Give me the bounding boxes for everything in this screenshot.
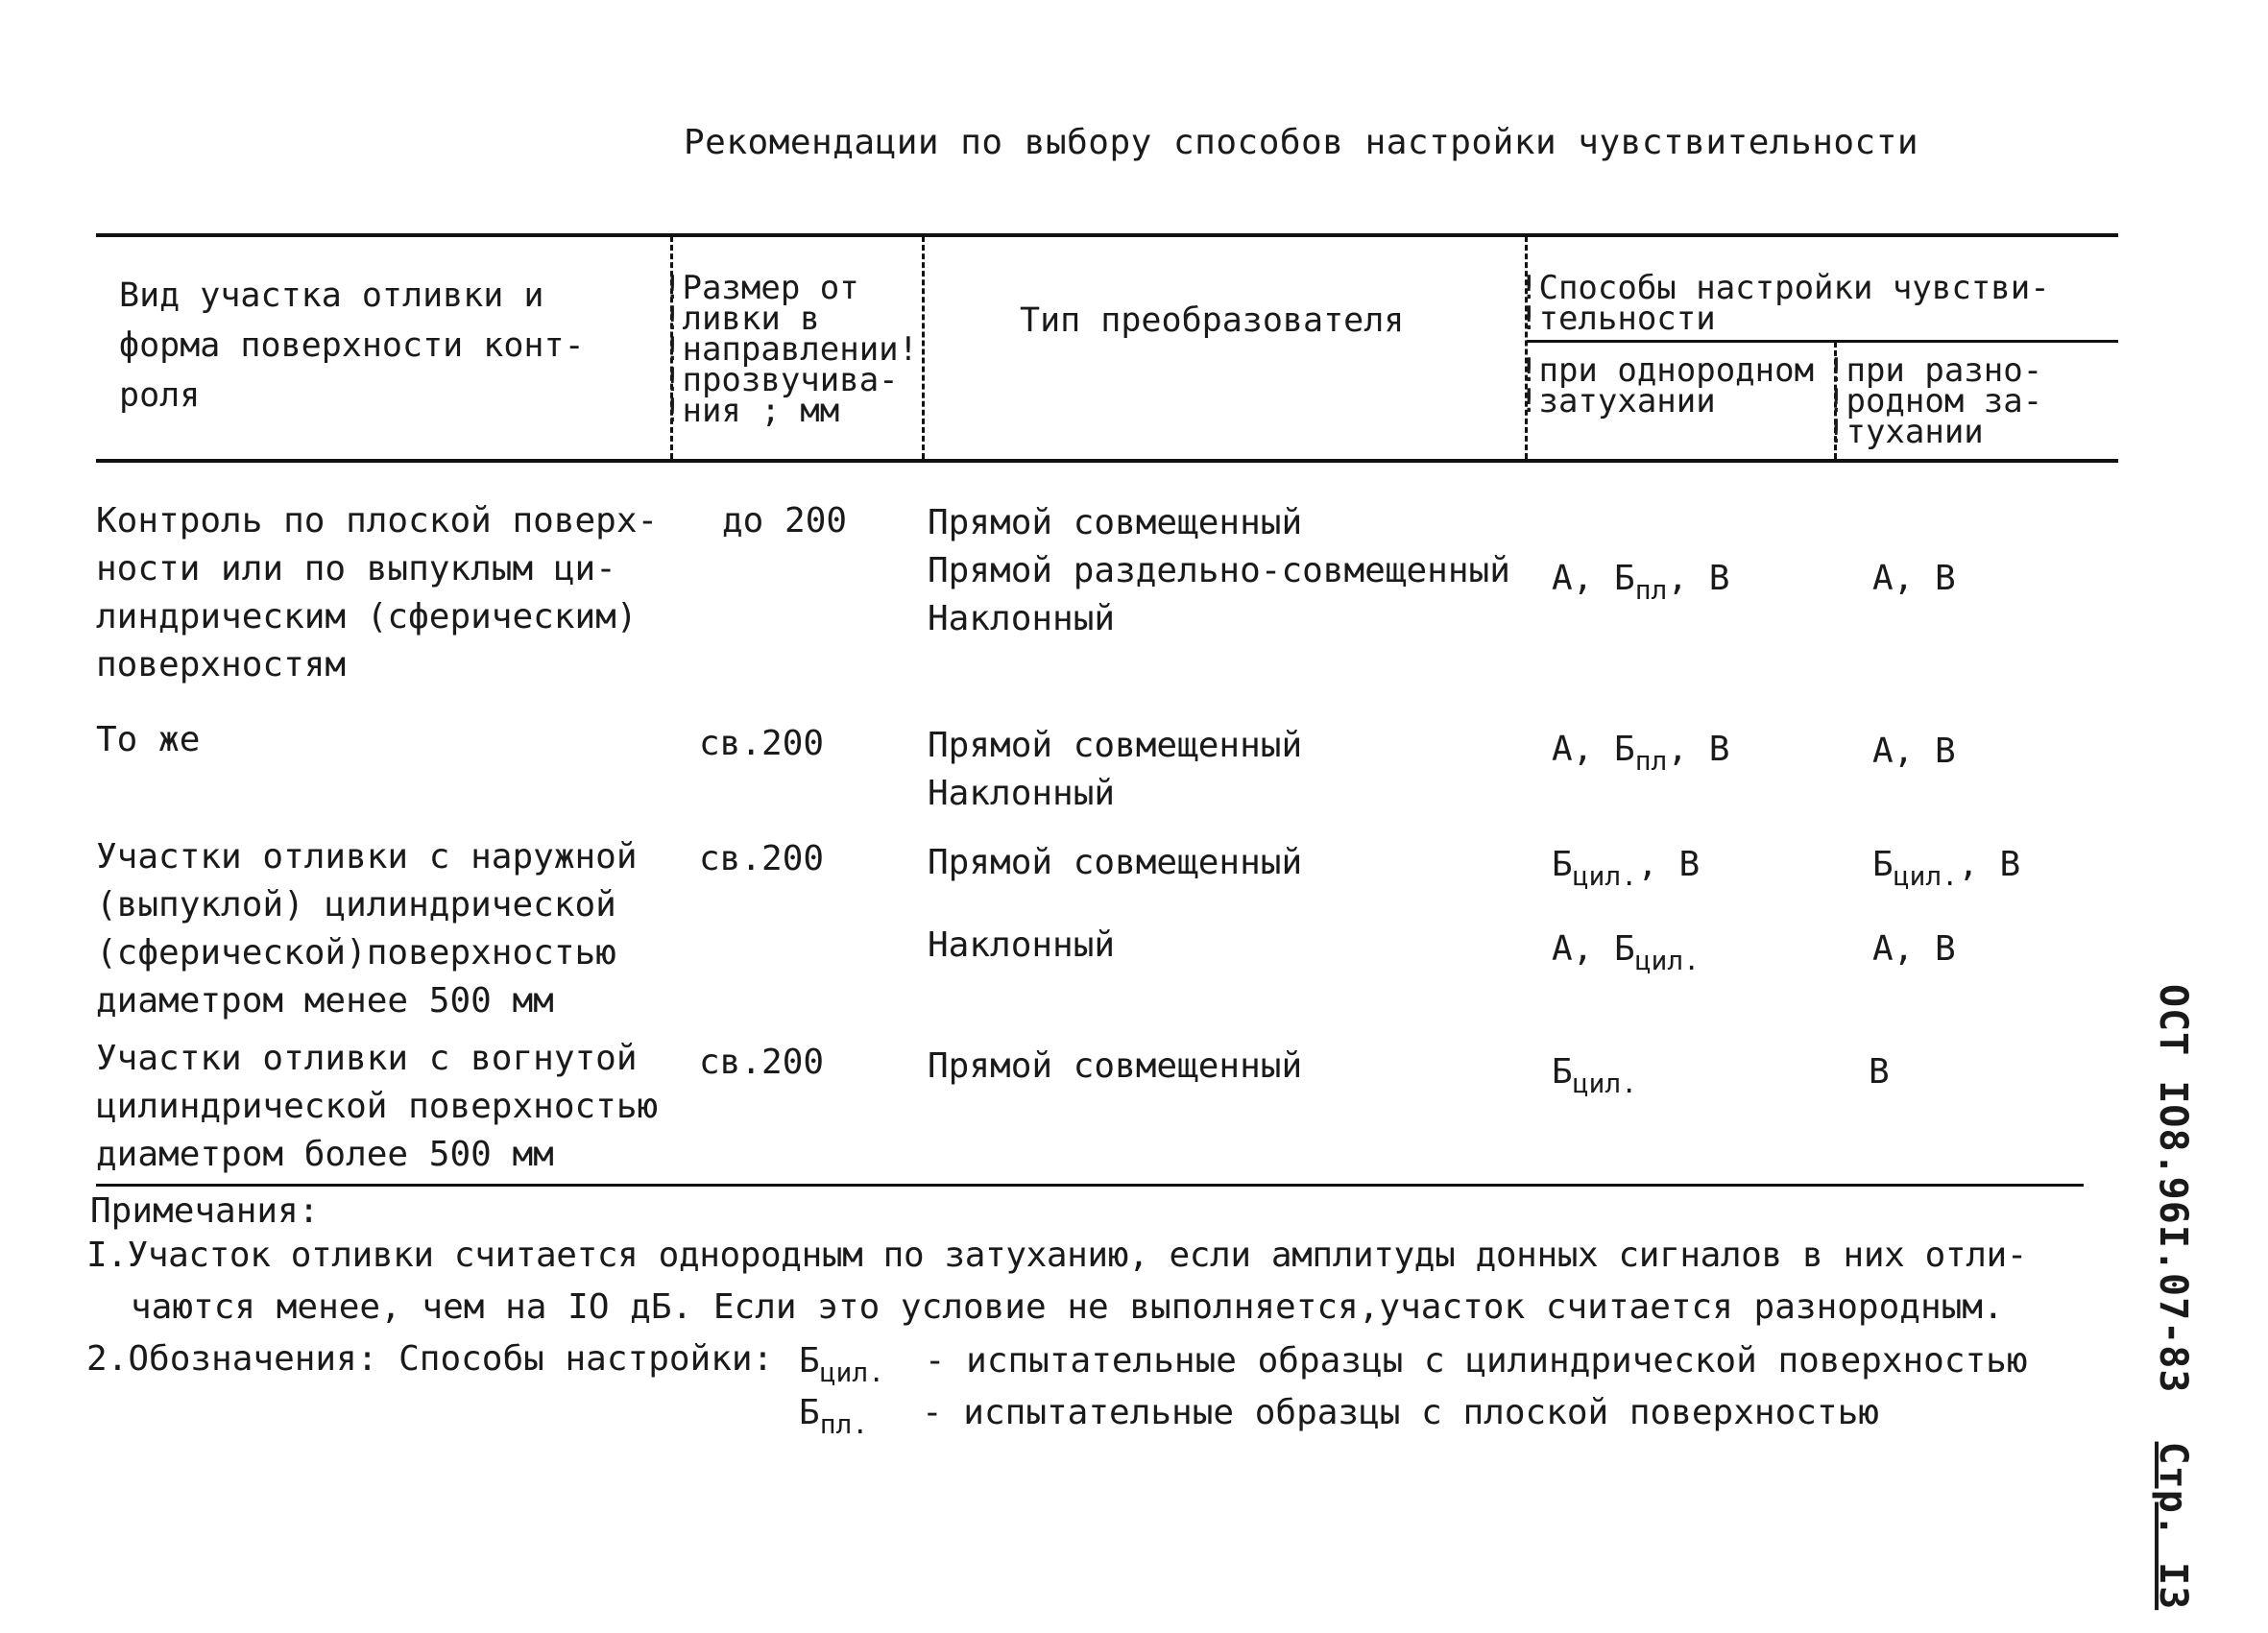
row-transducer-types: Прямой совмещенный [928, 1046, 1303, 1086]
row-transducer-types: Прямой совмещенный Наклонный [928, 726, 1303, 813]
note-2-prefix: 2.Обозначения: Способы настройки: [86, 1339, 774, 1379]
column-divider [922, 236, 925, 459]
table-subheader-rule [1527, 340, 2118, 343]
page-title: Рекомендации по выбору способов настройки чувствительности [684, 123, 1919, 162]
row-method-nonuniform: А, В [1872, 732, 1956, 771]
side-document-stamp [2151, 984, 2195, 1610]
table-row: То же [96, 720, 201, 759]
row-transducer-type: Прямой совмещенный [928, 843, 1303, 882]
header-sensitivity-methods: !Способы настройки чувстви- !тельности [1519, 269, 2050, 338]
row-transducer-type: Наклонный [928, 925, 1116, 965]
table-top-rule [96, 233, 2118, 237]
row-method-nonuniform: В [1869, 1052, 1890, 1092]
table-row: Участки отливки с вогнутой цилиндрической поверхностью диаметром более 500 мм [96, 1039, 659, 1174]
table-row: Контроль по плоской поверх- ности или по выпуклым ци- линдрическим (сферическим) поверхностям [96, 501, 659, 684]
row-size: до 200 [722, 501, 848, 540]
legend-cylindrical: $Б_{цил.}$ - испытательные образцы с цилиндрической поверхностью [799, 1341, 2028, 1388]
table-row: Участки отливки с наружной (выпуклой) цилиндрической (сферической)поверхностью диаметром менее 500 мм [96, 837, 638, 1021]
header-transducer-type: Тип преобразователя [1020, 301, 1405, 340]
row-transducer-types: Прямой совмещенный Прямой раздельно-совмещенный Наклонный [928, 503, 1510, 638]
row-method-nonuniform: А, В [1872, 559, 1956, 598]
header-casting-size: !Размер от !ливки в !направлении! !прозвучива- !ния ; мм [663, 269, 919, 430]
row-size: св.200 [699, 724, 825, 763]
row-method-uniform: А, $Б_{пл}$, В [1552, 730, 1730, 777]
row-method-uniform: А, $Б_{цил.}$ [1552, 929, 1701, 976]
row-method-uniform: А, $Б_{пл}$, В [1552, 559, 1730, 606]
table-bottom-rule [96, 1184, 2084, 1187]
row-method-uniform: $Б_{цил.}$ [1552, 1052, 1638, 1099]
page-number: Стр. I3 [2151, 1441, 2195, 1611]
note-1-line-2: чаются менее, чем на IO дБ. Если это условие не выполняется,участок считается разнородным. [131, 1287, 2004, 1327]
row-size: св.200 [699, 1043, 825, 1082]
row-method-nonuniform: $Б_{цил.}$, В [1872, 845, 2021, 892]
table-header-bottom-rule [96, 459, 2118, 463]
note-1-line-1: I.Участок отливки считается однородным по затуханию, если амплитуды донных сигналов в них отли- [86, 1236, 2028, 1275]
header-section-type: Вид участка отливки и форма поверхности конт- роля [119, 276, 585, 415]
row-method-uniform: $Б_{цил.}$, В [1552, 845, 1701, 892]
row-method-nonuniform: А, В [1872, 929, 1956, 969]
row-size: св.200 [699, 839, 825, 878]
header-uniform-attenuation: !при однородном !затухании [1519, 351, 1815, 420]
document-code: ОСТ IO8.96I.07-83 [2151, 984, 2195, 1394]
notes-heading: Примечания: [90, 1191, 320, 1231]
legend-flat: $Б_{пл.}$ - испытательные образцы с плоской поверхностью [799, 1393, 1879, 1440]
header-nonuniform-attenuation: !при разно- !родном за- !тухании [1826, 351, 2043, 451]
